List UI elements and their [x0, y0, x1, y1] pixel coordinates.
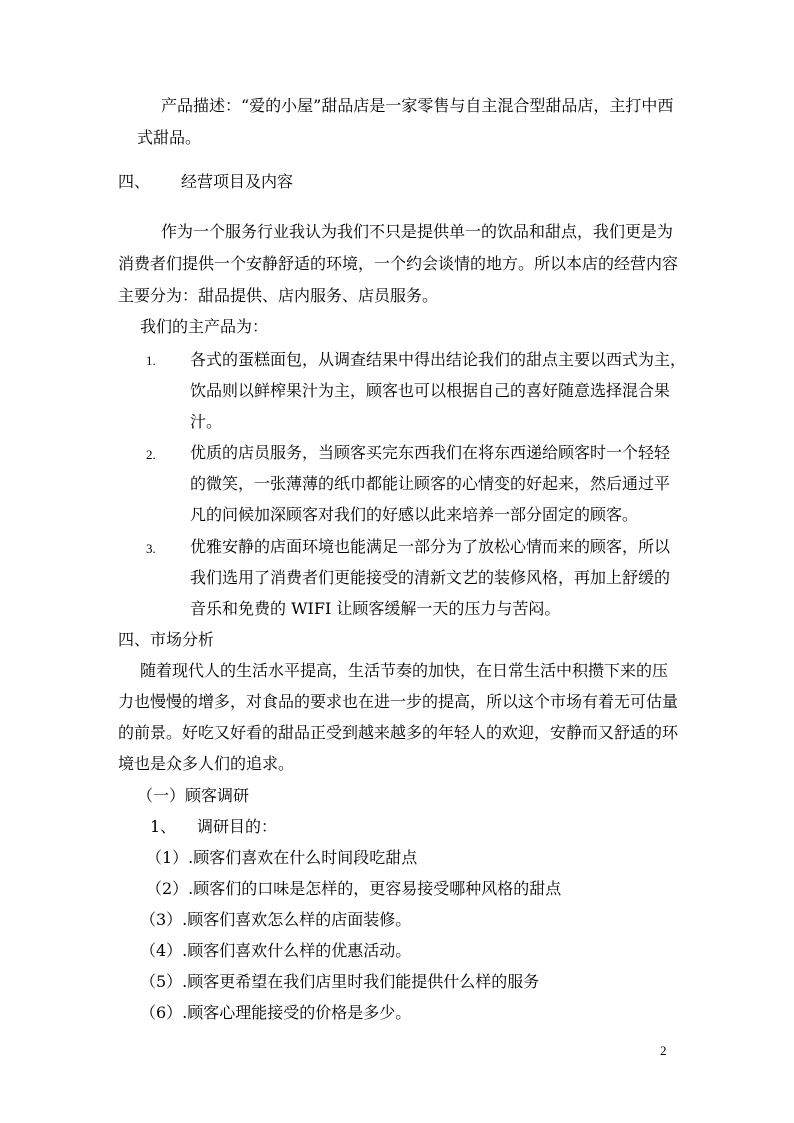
- list-number: 2.: [146, 447, 156, 462]
- paragraph-line: 力也慢慢的增多，对食品的要求也在进一步的提高，所以这个市场有着无可估量: [118, 692, 679, 711]
- paragraph-line: 消费者们提供一个安静舒适的环境，一个约会谈情的地方。所以本店的经营内容: [118, 254, 679, 273]
- subsection-item-number: 1、: [150, 817, 177, 836]
- paragraph-line: 作为一个服务行业我认为我们不只是提供单一的饮品和甜点，我们更是为: [161, 222, 674, 241]
- paragraph-line: 主要分为：甜品提供、店内服务、店员服务。: [118, 286, 439, 305]
- section-heading-market-analysis: 四、市场分析: [118, 630, 215, 649]
- list-item-line: 的微笑，一张薄薄的纸巾都能让顾客的心情变的好起来，然后通过平: [190, 474, 671, 493]
- product-description-line-1: 产品描述：“爱的小屋”甜品店是一家零售与自主混合型甜品店，主打中西: [161, 96, 674, 115]
- list-number: 3.: [146, 541, 156, 556]
- list-item-line: 汁。: [190, 412, 223, 431]
- section-heading-business-scope: 经营项目及内容: [181, 172, 294, 191]
- survey-question: （2）.顾客们的口味是怎样的，更容易接受哪种风格的甜点: [146, 879, 562, 898]
- product-description-line-2: 式甜品。: [137, 128, 202, 147]
- section-heading-number: 四、: [118, 172, 151, 191]
- survey-question: （3）.顾客们喜欢怎么样的店面装修。: [140, 910, 412, 929]
- subsection-heading-customer-research: （一）顾客调研: [137, 786, 250, 805]
- list-item-line: 饮品则以鲜榨果汁为主，顾客也可以根据自己的喜好随意选择混合果: [190, 381, 671, 400]
- list-item-line: 优质的店员服务，当顾客买完东西我们在将东西递给顾客时一个轻轻: [190, 443, 671, 462]
- paragraph-line: 随着现代人的生活水平提高，生活节奏的加快，在日常生活中积攒下来的压: [140, 661, 669, 680]
- list-item-line: 音乐和免费的 WIFI 让顾客缓解一天的压力与苦闷。: [190, 599, 561, 618]
- survey-question: （1）.顾客们喜欢在什么时间段吃甜点: [146, 848, 418, 867]
- products-intro: 我们的主产品为：: [140, 317, 269, 336]
- list-item-line: 我们选用了消费者们更能接受的清新文艺的装修风格，再加上舒缓的: [190, 568, 671, 587]
- list-item-line: 优雅安静的店面环境也能满足一部分为了放松心情而来的顾客，所以: [190, 537, 671, 556]
- survey-question: （4）.顾客们喜欢什么样的优惠活动。: [140, 941, 412, 960]
- paragraph-line: 的前景。好吃又好看的甜品正受到越来越多的年轻人的欢迎，安静而又舒适的环: [118, 723, 679, 742]
- survey-question: （5）.顾客更希望在我们店里时我们能提供什么样的服务: [140, 972, 540, 991]
- list-item-line: 各式的蛋糕面包，从调查结果中得出结论我们的甜点主要以西式为主，: [190, 350, 687, 369]
- paragraph-line: 境也是众多人们的追求。: [118, 754, 295, 773]
- survey-question: （6）.顾客心理能接受的价格是多少。: [140, 1003, 412, 1022]
- page-number: 2: [660, 1043, 667, 1058]
- list-item-line: 凡的问候加深顾客对我们的好感以此来培养一部分固定的顾客。: [190, 505, 639, 524]
- list-number: 1.: [146, 353, 156, 368]
- subsection-item-title: 调研目的：: [197, 817, 278, 836]
